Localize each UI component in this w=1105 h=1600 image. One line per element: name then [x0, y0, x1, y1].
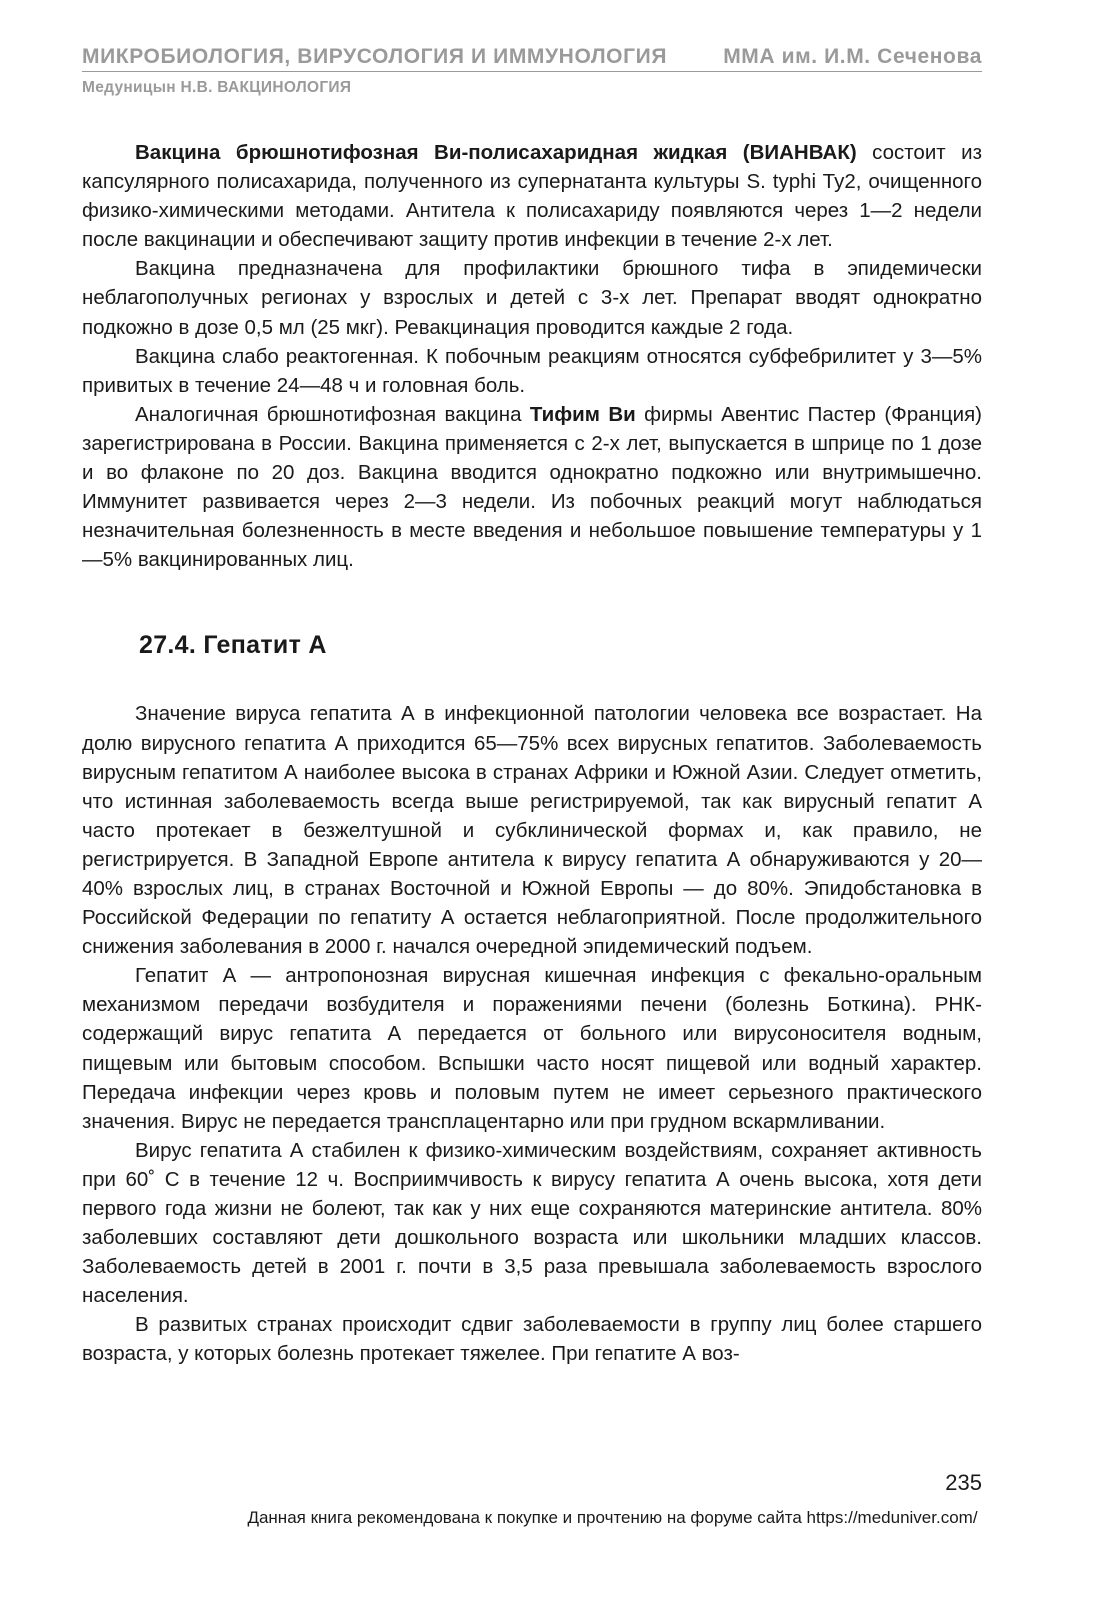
paragraph-hepatitis-significance: Значение вируса гепатита А в инфекционной патологии человека все возрастает. На долю вирусного гепатита А приходится 65—75% всех вирусных гепатитов. Заболеваемость вирусным гепатитом А наиболее высока в странах Африки и Южной Азии. Следует отметить, что истинная заболеваемость всегда выше регистрируемой, так как вирусный гепатит А часто протекает в безжелтушной и субклинической формах и, как правило, не регистрируется. В Западной Европе антитела к вирусу гепатита А обнаруживаются у 20—40% взрослых лиц, в странах Восточной и Южной Европы — до 80%. Эпидобстановка в Российской Федерации по гепатиту А остается неблагоприятной. После продолжительного снижения заболевания в 2000 г. начался очередной эпидемический подъем. — [82, 702, 982, 959]
paragraph-reactogenicity: Вакцина слабо реактогенная. К побочным реакциям относятся субфебрилитет у 3—5% привитых в течение 24—48 ч и головная боль. — [82, 344, 982, 397]
section-title: 27.4. Гепатит А — [139, 631, 327, 660]
paragraph-vianvak — [82, 138, 982, 254]
header-institution: ММА им. И.М. Сеченова — [723, 45, 982, 68]
paragraph-text-pre: Аналогичная брюшнотифозная вакцина — [135, 402, 530, 426]
paragraph-text-post: фирмы Авентис Пастер (Франция) зарегистрирована в России. Вакцина применяется с 2-х лет, выпускается в шприце по 1 дозе и во флаконе по 20 доз. Вакцина вводится однократно подкожно или внутримышечно. Иммунитет развивается через 2—3 недели. Из побочных реакций могут наблюдаться незначительная болезненность в месте введения и небольшое повышение температуры у 1—5% вакцинированных лиц. — [82, 402, 982, 572]
header-book-title: МИКРОБИОЛОГИЯ, ВИРУСОЛОГИЯ И ИММУНОЛОГИЯ — [82, 45, 668, 68]
page-body — [82, 138, 982, 1369]
page-number: 235 — [945, 1470, 982, 1495]
paragraph-indication: Вакцина предназначена для профилактики брюшного тифа в эпидемически неблагополучных регионах у взрослых и детей с 3-х лет. Препарат вводят однократно подкожно в дозе 0,5 мл (25 мкг). Ревакцинация проводится каждые 2 года. — [82, 257, 982, 339]
running-header — [82, 45, 982, 97]
header-row — [82, 45, 982, 72]
paragraph-hepatitis-stability: Вирус гепатита А стабилен к физико-химическим воздействиям, сохраняет активность при 60˚ С в течение 12 ч. Восприимчивость к вирусу гепатита А очень высока, хотя дети первого года жизни не болеют, так как у них еще сохраняются материнские антитела. 80% заболевших составляют дети дошкольного возраста или школьники младших классов. Заболеваемость детей в 2001 г. почти в 3,5 раза превышала заболеваемость взрослого населения. — [82, 1138, 982, 1308]
paragraph-typhim-vi — [82, 400, 982, 575]
paragraph-hepatitis-age-shift: В развитых странах происходит сдвиг заболеваемости в группу лиц более старшего возраста, у которых болезнь протекает тяжелее. При гепатите А воз- — [82, 1313, 982, 1366]
footer-note: Данная книга рекомендована к покупке и прочтению на форуме сайта https://meduniver.com/ — [247, 1508, 978, 1527]
paragraph-hepatitis-transmission: Гепатит А — антропонозная вирусная кишечная инфекция с фекально-оральным механизмом передачи возбудителя и поражениями печени (болезнь Боткина). РНК-содержащий вирус гепатита А передается от больного или вирусоносителя водным, пищевым или бытовым способом. Вспышки часто носят пищевой или водный характер. Передача инфекции через кровь и половым путем не имеет серьезного практического значения. Вирус не передается трансплацентарно или при грудном вскармливании. — [82, 964, 982, 1133]
header-author-chapter: Медуницын Н.В. ВАКЦИНОЛОГИЯ — [82, 79, 352, 96]
vaccine-name-vianvak: Вакцина брюшнотифозная Ви-полисахаридная жидкая (ВИАНВАК) — [135, 141, 857, 164]
vaccine-name-typhim-vi: Тифим Ви — [529, 402, 636, 426]
paragraph-text: состоит из капсулярного полисахарида, полученного из супернатанта культуры S. typhi Ty2, очищенного физико-химическими методами. Антитела к полисахариду появляются через 1—2 недели после вакцинации и обеспечивают защиту против инфекции в течение 2-х лет. — [82, 141, 982, 252]
